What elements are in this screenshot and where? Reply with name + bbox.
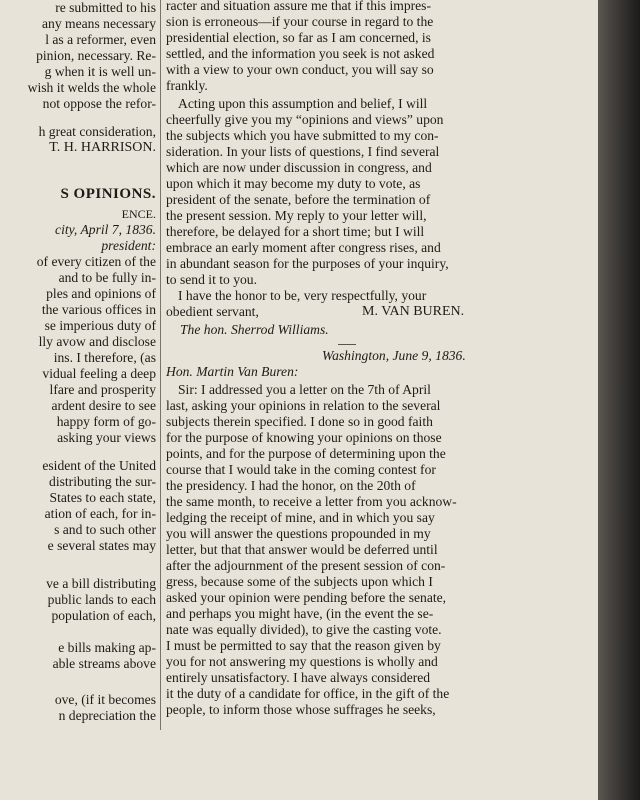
left-line: g when it is well un- xyxy=(44,64,156,79)
right-line: obedient servant, xyxy=(166,304,259,319)
right-line: sion is erroneous—if your course in regard to the xyxy=(166,14,434,29)
right-line: after the adjournment of the present session of con- xyxy=(166,558,446,573)
right-line: the presidency. I had the honor, on the 20th of xyxy=(166,478,416,493)
right-line: racter and situation assure me that if this impres- xyxy=(166,0,431,13)
right-line: gress, because some of the subjects upon which I xyxy=(166,574,433,589)
left-line: the various offices in xyxy=(41,302,156,317)
dateline: Washington, June 9, 1836. xyxy=(322,348,466,363)
right-line: for the purpose of knowing your opinions on those xyxy=(166,430,442,445)
right-line: points, and for the purpose of determining upon the xyxy=(166,446,446,461)
right-line: it the duty of a candidate for office, in the gift of the xyxy=(166,686,450,701)
right-line: frankly. xyxy=(166,78,208,93)
right-line: the present session. My reply to your letter will, xyxy=(166,208,427,223)
left-line: pinion, necessary. Re- xyxy=(36,48,156,63)
right-line: subjects therein specified. I done so in good faith xyxy=(166,414,433,429)
right-line: letter, but that that answer would be deferred until xyxy=(166,542,438,557)
right-line: president of the senate, before the termination of xyxy=(166,192,431,207)
left-line: asking your views xyxy=(57,430,156,445)
left-line: and to be fully in- xyxy=(58,270,156,285)
right-line: cheerfully give you my “opinions and views” upon xyxy=(166,112,444,127)
left-line: distributing the sur- xyxy=(49,474,156,489)
right-line: in abundant season for the purposes of your inquiry, xyxy=(166,256,449,271)
right-line: asked your opinion were pending before the senate, xyxy=(166,590,447,605)
right-line: settled, and the information you seek is not asked xyxy=(166,46,435,61)
right-line: people, to inform those whose suffrages he seeks, xyxy=(166,702,436,717)
left-line: any means necessary xyxy=(42,16,156,31)
right-line: ledging the receipt of mine, and in which you say xyxy=(166,510,435,525)
right-line: entirely unsatisfactory. I have always considered xyxy=(166,670,431,685)
left-line: lfare and prosperity xyxy=(49,382,156,397)
right-line: last, asking your opinions in relation to the several xyxy=(166,398,441,413)
left-line: e bills making ap- xyxy=(58,640,156,655)
left-line: se imperious duty of xyxy=(44,318,156,333)
right-line: which are now under discussion in congress, and xyxy=(166,160,432,175)
left-line: esident of the United xyxy=(42,458,156,473)
right-line: presidential election, so far as I am concerned, is xyxy=(166,30,431,45)
right-line: I have the honor to be, very respectfully, your xyxy=(178,288,427,303)
right-line: to send it to you. xyxy=(166,272,258,287)
left-line: public lands to each xyxy=(47,592,156,607)
right-line: therefore, be delayed for a short time; but I will xyxy=(166,224,425,239)
right-line: embrace an early moment after congress rises, and xyxy=(166,240,441,255)
page-edge-shadow xyxy=(598,0,640,800)
left-line: ples and opinions of xyxy=(46,286,156,301)
left-line: wish it welds the whole xyxy=(27,80,156,95)
right-line: I must be permitted to say that the reason given by xyxy=(166,638,441,653)
divider xyxy=(338,344,356,345)
right-line: sideration. In your lists of questions, I find several xyxy=(166,144,440,159)
left-line: ins. I therefore, (as xyxy=(53,350,156,365)
dateline: city, April 7, 1836. xyxy=(55,222,156,237)
right-line: nate was equally divided), to give the casting vote. xyxy=(166,622,442,637)
right-line: upon which it may become my duty to vote, as xyxy=(166,176,421,191)
left-line: re submitted to his xyxy=(55,0,156,15)
right-line: and perhaps you might have, (in the event the se- xyxy=(166,606,434,621)
left-line: ardent desire to see xyxy=(51,398,156,413)
right-line: the same month, to receive a letter from you acknow- xyxy=(166,494,457,509)
left-line: ation of each, for in- xyxy=(44,506,156,521)
left-line: able streams above xyxy=(52,656,156,671)
right-line: Sir: I addressed you a letter on the 7th of April xyxy=(178,382,431,397)
section-heading: S OPINIONS. xyxy=(60,186,156,202)
salutation: Hon. Martin Van Buren: xyxy=(166,364,299,379)
left-line: lly avow and disclose xyxy=(38,334,156,349)
right-line: course that I would take in the coming contest for xyxy=(166,462,436,477)
addressee: The hon. Sherrod Williams. xyxy=(180,322,329,337)
right-line: the subjects which you have submitted to my con- xyxy=(166,128,439,143)
right-line: you for not answering my questions is wholly and xyxy=(166,654,438,669)
salutation: president: xyxy=(101,238,156,253)
left-line: population of each, xyxy=(51,608,156,623)
signature-van-buren: M. VAN BUREN. xyxy=(362,304,465,319)
right-line: Acting upon this assumption and belief, I will xyxy=(178,96,428,111)
left-line: happy form of go- xyxy=(56,414,156,429)
section-subheading: ENCE. xyxy=(121,207,156,221)
signature-harrison: T. H. HARRISON. xyxy=(49,140,156,155)
left-line: not oppose the refor- xyxy=(42,96,156,111)
left-line: States to each state, xyxy=(49,490,156,505)
right-line: with a view to your own conduct, you will say so xyxy=(166,62,434,77)
left-line: ve a bill distributing xyxy=(46,576,156,591)
left-column xyxy=(0,0,156,740)
left-line: h great consideration, xyxy=(38,124,156,139)
left-line: e several states may xyxy=(47,538,156,553)
column-rule xyxy=(160,0,161,730)
left-line: ove, (if it becomes xyxy=(54,692,156,707)
left-line: l as a reformer, even xyxy=(45,32,156,47)
right-column xyxy=(166,0,526,740)
left-line: vidual feeling a deep xyxy=(42,366,156,381)
left-line: s and to such other xyxy=(54,522,156,537)
left-line: of every citizen of the xyxy=(36,254,156,269)
right-line: you will answer the questions propounded in my xyxy=(166,526,431,541)
left-line: n depreciation the xyxy=(58,708,156,723)
